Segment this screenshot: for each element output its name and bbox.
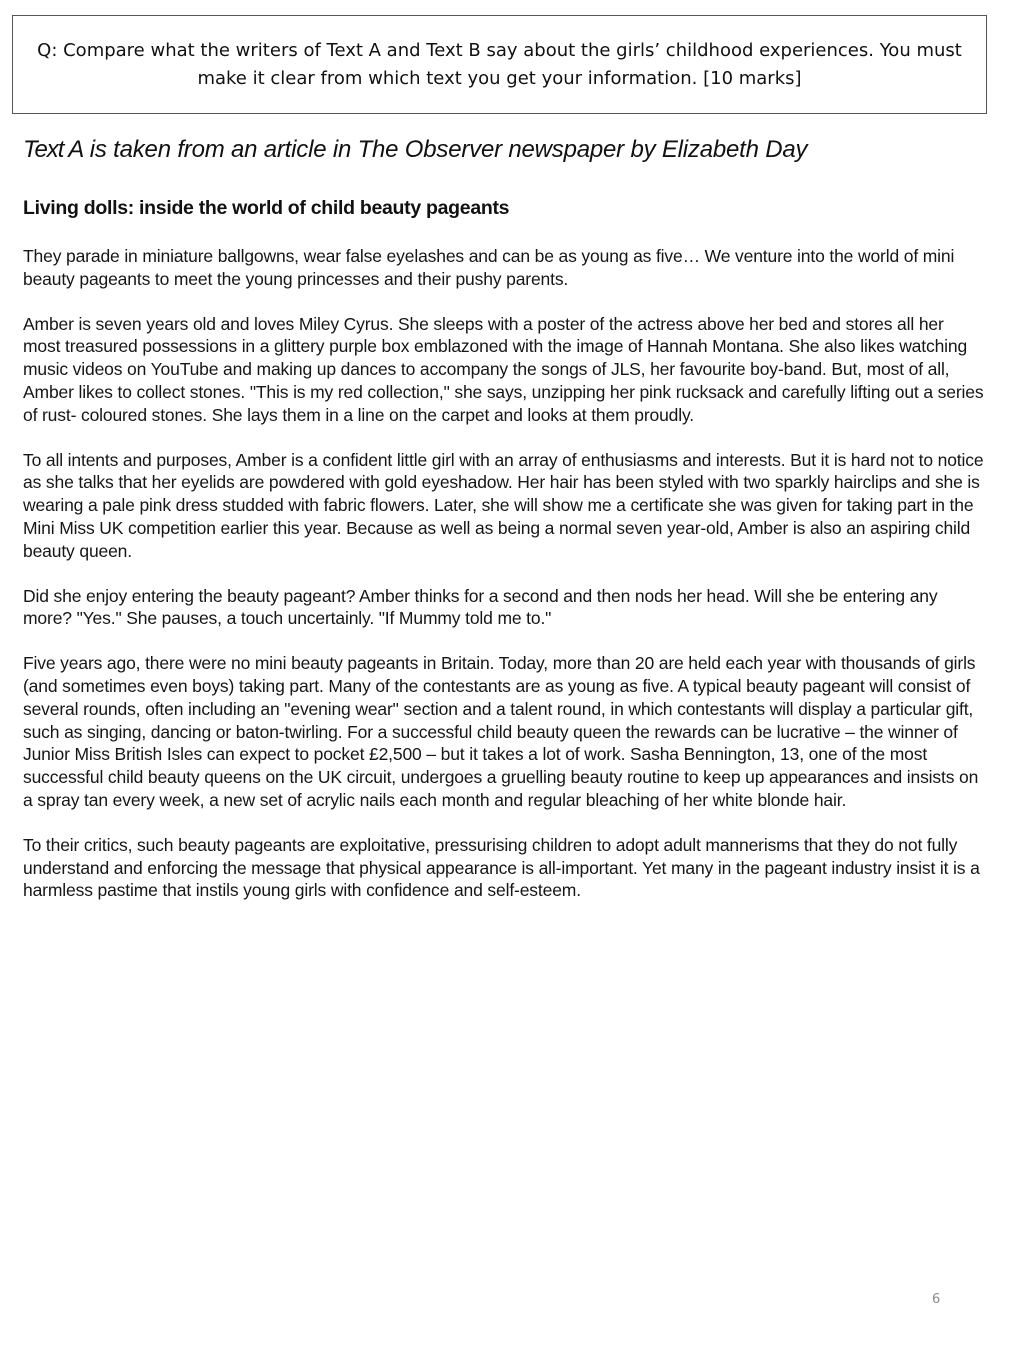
article-title: Living dolls: inside the world of child beauty pageants — [23, 197, 510, 219]
article-body — [23, 245, 985, 924]
article-paragraph: To all intents and purposes, Amber is a confident little girl with an array of enthusiasms and interests. But it is hard not to notice as she talks that her eyelids are powdered with gold eyeshadow. Her hair has been styled with two sparkly hairclips and she is wearing a pale pink dress studded with fabric flowers. Later, she will show me a certificate she was given for taking part in the Mini Miss UK competition earlier this year. Because as well as being a normal seven year-old, Amber is also an aspiring child beauty queen. — [23, 449, 984, 561]
article-paragraph: Five years ago, there were no mini beauty pageants in Britain. Today, more than 20 are held each year with thousands of girls (and sometimes even boys) taking part. Many of the contestants are as young as five. A typical beauty pageant will consist of several rounds, often including an "evening wear" section and a talent round, in which contestants will display a particular gift, such as singing, dancing or baton-twirling. For a successful child beauty queen the rewards can be lucrative – the winner of Junior Miss British Isles can expect to pocket £2,500 – but it takes a lot of work. Sasha Bennington, 13, one of the most successful child beauty queens on the UK circuit, undergoes a gruelling beauty routine to keep up appearances and insists on a spray tan every week, a new set of acrylic nails each month and regular bleaching of her white blonde hair. — [23, 653, 979, 810]
source-line — [23, 134, 993, 166]
article-paragraph: They parade in miniature ballgowns, wear false eyelashes and can be as young as five… We venture into the world of mini beauty pageants to meet the young princesses and their pushy parents. — [23, 246, 955, 289]
article-paragraph: Amber is seven years old and loves Miley Cyrus. She sleeps with a poster of the actress above her bed and stores all her most treasured possessions in a glittery purple box emblazoned with the image of Hannah Montana. She also likes watching music videos on YouTube and making up dances to accompany the songs of JLS, her favourite boy-band. But, most of all, Amber likes to collect stones. "This is my red collection," she says, unzipping her pink rucksack and carefully lifting out a series of rust- coloured stones. She lays them in a line on the carpet and looks at them proudly. — [23, 313, 984, 425]
source-description: is taken from an article in The Observer newspaper by Elizabeth Day — [83, 136, 808, 163]
page-number: 6 — [932, 1292, 941, 1307]
article-paragraph: To their critics, such beauty pageants are exploitative, pressurising children to adopt adult mannerisms that they do not fully understand and enforcing the message that physical appearance is all-important. Yet many in the pageant industry insist it is a harmless pastime that instils young girls with confidence and self-esteem. — [23, 834, 980, 901]
question-text: Q: Compare what the writers of Text A and Text B say about the girls’ childhood experiences. You must make it clear from which text you get your information. [10 marks] — [37, 39, 962, 89]
source-label: Text A — [23, 136, 84, 163]
question-box — [12, 15, 987, 114]
article-paragraph: Did she enjoy entering the beauty pageant? Amber thinks for a second and then nods her head. Will she be entering any more? "Yes." She pauses, a touch uncertainly. "If Mummy told me to." — [23, 585, 938, 629]
